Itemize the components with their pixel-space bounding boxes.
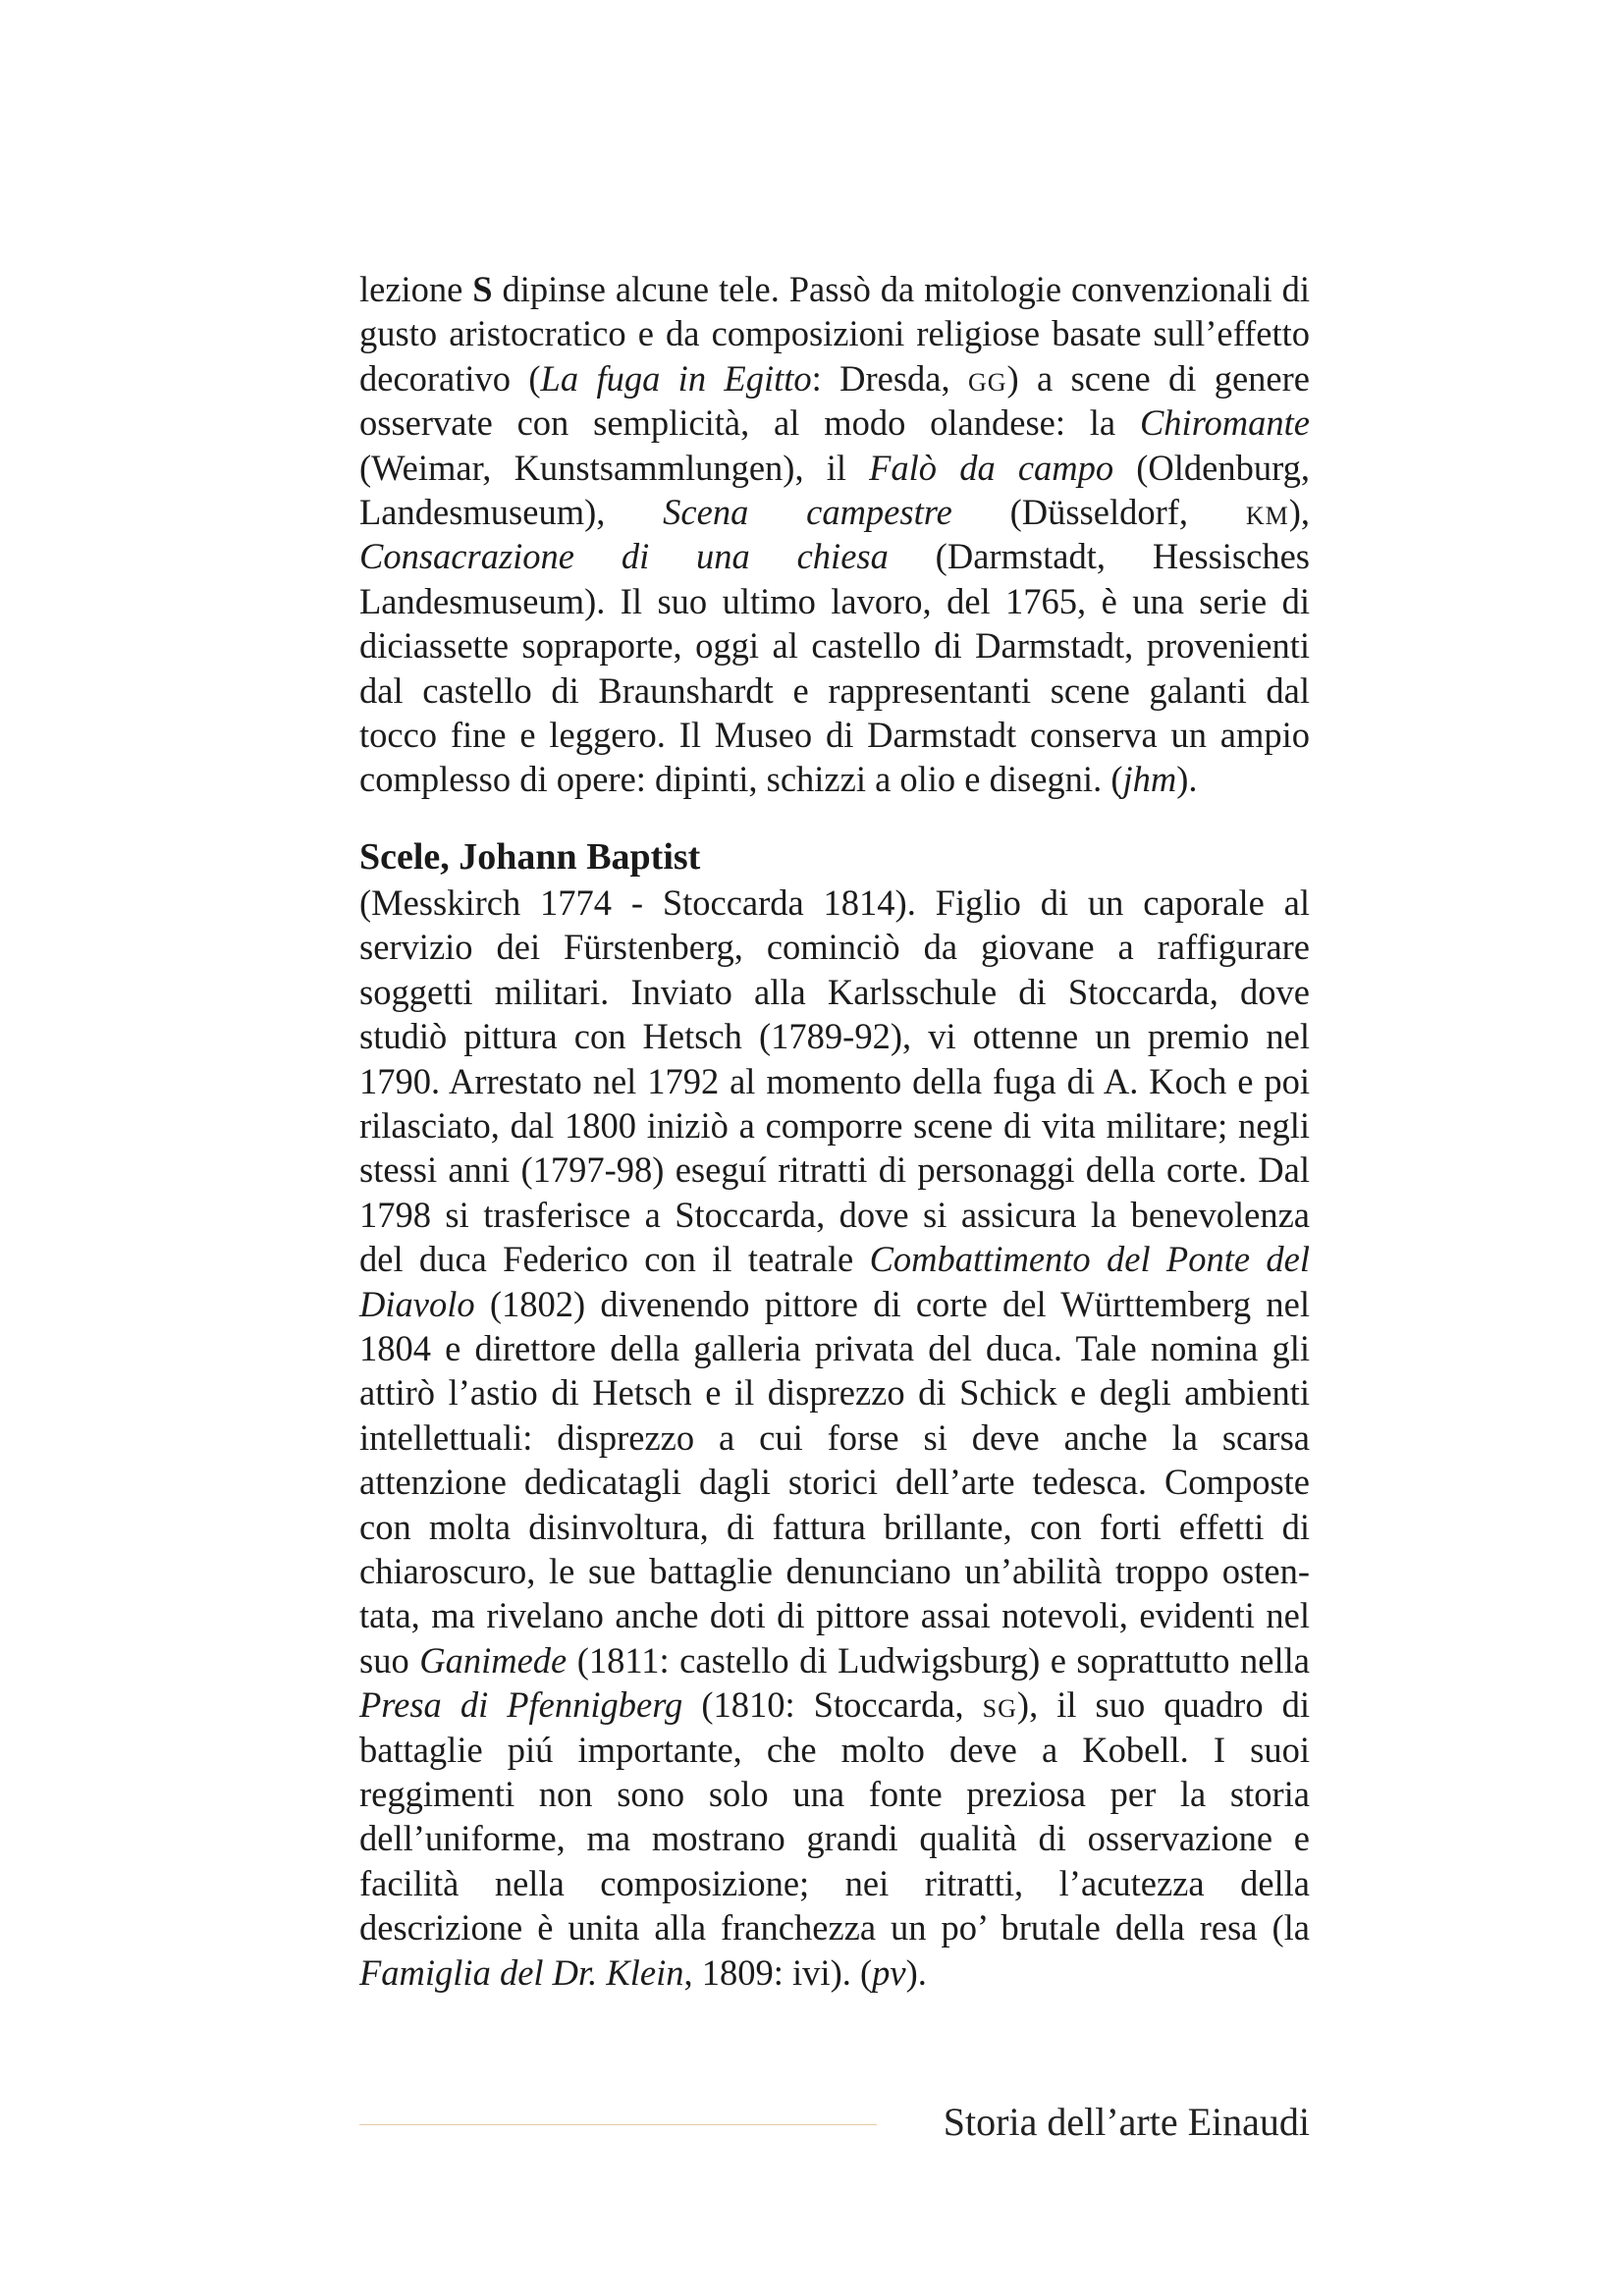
artwork-title: Presa di Pfennigberg: [359, 1684, 683, 1726]
text-run: (Darmstadt, Hessisches Landesmuseum). Il suo ultimo lavoro, del 1765, è una serie di diciassette sopraporte, oggi al castello di Darmstadt, provenienti dal castello di Braunshardt e rappresentanti scene galanti dal tocco fine e leggero. Il Museo di Darmstadt conserva un ampio complesso di opere: dipinti, schizzi a olio e disegni. (: [359, 536, 1310, 800]
text-run: ).: [905, 1951, 927, 1993]
text-run: : Dresda,: [811, 357, 968, 399]
entry-body-paragraph: [359, 881, 1310, 1995]
artwork-title: Combattimento del Ponte del Diavolo: [359, 1239, 1310, 1324]
bold-cross-reference: S: [472, 269, 493, 309]
text-run: lezione: [359, 269, 473, 309]
entry-continuation-paragraph: [359, 267, 1310, 802]
text-run: ), il suo quadro di battaglie piú importante, che molto deve a Kobell. I suoi reggimenti non sono solo una fonte preziosa per la storia dell’uniforme, ma mostrano grandi qualità di osservazione e facilità nella composizione; nei ritratti, l’acutezza della descrizione è unita alla franchezza un po’ brutale della resa (la: [359, 1684, 1310, 1949]
museum-abbreviation: sg: [982, 1684, 1017, 1726]
text-run: (Messkirch 1774 - Stoccarda 1814). Figlio di un caporale al servizio dei Fürstenberg, cominciò da giovane a raffigurare soggetti militari. Inviato alla Karlsschule di Stoccarda, dove studiò pittura con Hetsch (1789-92), vi ottenne un premio nel 1790. Arrestato nel 1792 al momento della fuga di A. Koch e poi rilasciato, dal 1800 iniziò a comporre scene di vita militare; negli stessi anni (1797-98) eseguí ritratti di personaggi della corte. Dal 1798 si trasferisce a Stoccarda, dove si assicura la benevolenza del duca Federico con il teatrale: [359, 881, 1310, 1280]
text-run: ),: [1288, 492, 1311, 533]
author-initials: jhm: [1122, 759, 1177, 800]
footer-rule: [359, 2124, 877, 2125]
artwork-title: Falò da campo: [869, 447, 1114, 488]
museum-abbreviation: km: [1245, 492, 1289, 533]
text-run: (1810: Stoccarda,: [682, 1684, 983, 1726]
text-run: dipinse alcune tele. Passò da mitologie convenzionali di gusto aristocratico e da composizioni religiose basate sull’effetto decorativo (: [359, 269, 1310, 399]
entry-heading: Scele, Johann Baptist: [359, 835, 701, 878]
artwork-title: Scena campestre: [663, 492, 952, 533]
footer-publisher-title: Storia dell’arte Einaudi: [943, 2100, 1310, 2144]
text-run: (1802) divenendo pittore di corte del Württemberg nel 1804 e direttore della galleria privata del duca. Tale nomina gli attirò l’astio di Hetsch e il disprezzo di Schick e degli ambienti intellettuali: disprezzo a cui forse si deve anche la scarsa attenzione dedicatagli dagli storici dell’arte tedesca. Composte con molta disinvoltura, di fattura brillante, con forti effetti di chiaroscuro, le sue battaglie denunciano un’abilità troppo ostentata, ma rivelano anche doti di pittore assai notevoli, evidenti nel suo: [359, 1283, 1310, 1681]
author-initials: pv: [872, 1951, 906, 1993]
text-run: ).: [1176, 759, 1198, 800]
page-footer: [359, 2095, 1310, 2154]
artwork-title: Ganimede: [419, 1639, 568, 1681]
text-run: (1811: castello di Ludwigsburg) e soprattutto nella: [567, 1639, 1310, 1681]
text-run: , 1809: ivi). (: [683, 1951, 873, 1993]
artwork-title: Chiromante: [1139, 402, 1310, 444]
text-run: (Düsseldorf,: [951, 492, 1246, 533]
museum-abbreviation: gg: [967, 357, 1007, 399]
artwork-title: Consacrazione di una chiesa: [359, 536, 889, 577]
text-run: ) a scene di genere osservate con semplicità, al modo olandese: la: [359, 357, 1310, 444]
page-body: [359, 267, 1310, 1995]
artwork-title: Famiglia del Dr. Klein: [359, 1951, 684, 1993]
text-run: (Weimar, Kunstsammlungen), il: [359, 447, 870, 488]
text-run: (Oldenburg, Landesmuseum),: [359, 447, 1310, 533]
artwork-title: La fuga in Egitto: [540, 357, 812, 399]
